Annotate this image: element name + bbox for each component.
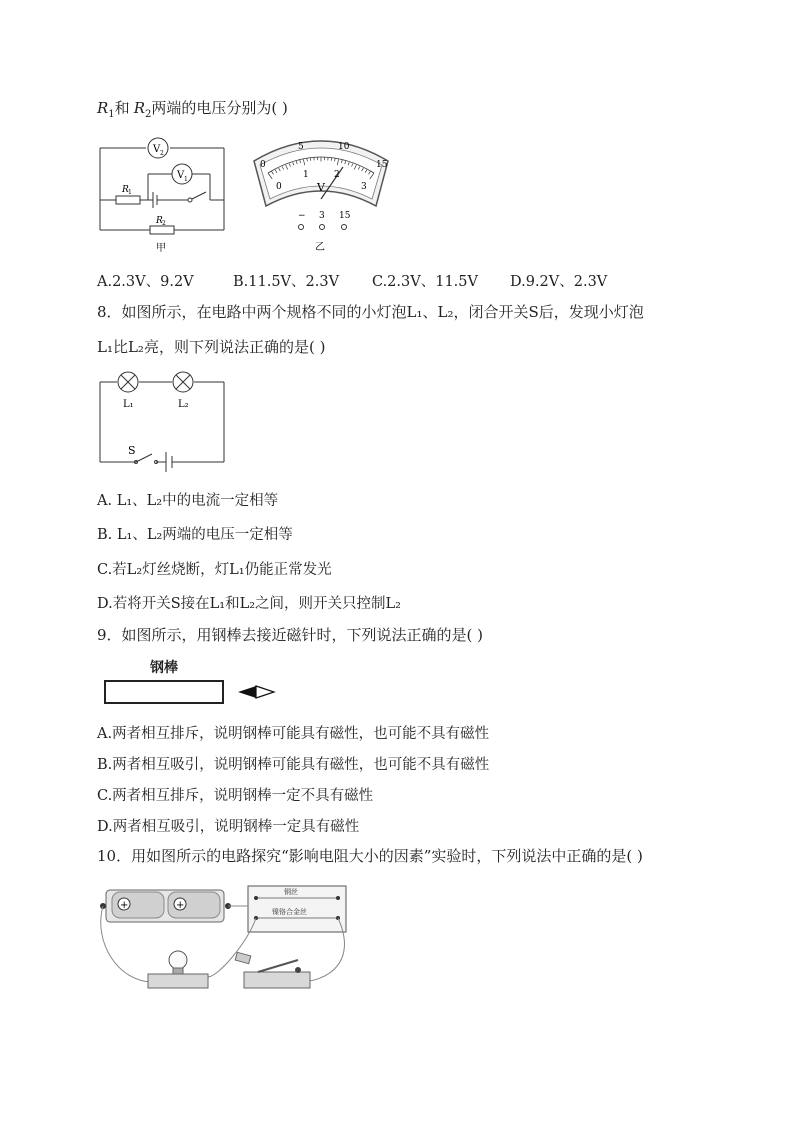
q7-option-b: B.11.5V、2.3V: [233, 274, 340, 290]
fig-yi-caption: 乙: [315, 242, 325, 253]
v1-sub: 1: [184, 176, 188, 183]
q9-stem: 9．如图所示，用钢棒去接近磁针时，下列说法正确的是( ): [97, 626, 484, 644]
v1-label: V: [177, 170, 185, 181]
terminal-3: 3: [319, 211, 325, 221]
copper-wire-label: 铜丝: [284, 888, 298, 896]
v2-label: V: [153, 144, 161, 155]
q7-stem: [97, 98, 288, 125]
q7-voltmeter-dial: [246, 131, 396, 251]
dial-unit: V: [317, 181, 325, 194]
r2-label-sub: 2: [162, 220, 166, 227]
q8-stem-line1: 8．如图所示，在电路中两个规格不同的小灯泡L₁、L₂，闭合开关S后，发现小灯泡: [97, 303, 644, 321]
q9-option-d: D.两者相互吸引，说明钢棒一定具有磁性: [97, 819, 360, 835]
dial-top-10: 10: [338, 142, 350, 152]
battery-plus-icon-1: +: [120, 900, 129, 911]
dial-top-15: 15: [376, 160, 388, 170]
steel-rod: [104, 680, 224, 704]
q8-option-a: A. L₁、L₂中的电流一定相等: [97, 493, 279, 509]
q7-option-a: A.2.3V、9.2V: [97, 274, 194, 290]
q9-option-c: C.两者相互排斥，说明钢棒一定不具有磁性: [97, 788, 374, 804]
r1-symbol: R: [97, 99, 109, 117]
lamp-l2-label: L₂: [178, 399, 189, 410]
dial-bottom-3: 3: [361, 182, 367, 192]
terminal-neg: −: [298, 211, 306, 221]
v2-sub: 2: [160, 150, 164, 157]
dial-bottom-0: 0: [276, 182, 282, 192]
magnetic-needle-icon: [236, 684, 276, 700]
q8-option-c: C.若L₂灯丝烧断，灯L₁仍能正常发光: [97, 562, 332, 578]
bulb-holder: [148, 974, 208, 988]
r2-resistor: [150, 226, 174, 234]
steel-rod-label: 钢棒: [150, 660, 178, 676]
dial-top-0: 0: [260, 160, 266, 170]
q7-stem-and: 和: [114, 99, 130, 117]
r2-symbol: R: [133, 99, 145, 117]
q7-option-d: D.9.2V、2.3V: [510, 274, 608, 290]
q8-option-b: B. L₁、L₂两端的电压一定相等: [97, 527, 293, 543]
q7-stem-text: 两端的电压分别为( ): [151, 99, 288, 117]
q10-stem: 10．用如图所示的电路探究“影响电阻大小的因素”实验时，下列说法中正确的是( ): [97, 847, 643, 865]
r1-subscript: 1: [108, 109, 115, 120]
terminal-neg-post: [299, 225, 304, 230]
dial-bottom-1: 1: [303, 170, 309, 180]
r1-label-sub: 1: [128, 189, 132, 196]
knife-switch: [244, 972, 310, 988]
switch-s-label: S: [128, 444, 136, 457]
q7-circuit-diagram: [98, 134, 228, 254]
lamp-l1: [118, 372, 138, 392]
lamp-l2: [173, 372, 193, 392]
terminal-3-post: [320, 225, 325, 230]
r2-label: R: [156, 216, 163, 226]
battery-plus-icon-2: +: [176, 900, 185, 911]
fig-jia-caption: 甲: [156, 243, 166, 254]
terminal-15: 15: [339, 211, 351, 221]
dial-bottom-2: 2: [334, 170, 340, 180]
q8-stem-line2: L₁比L₂亮，则下列说法正确的是( ): [97, 338, 326, 356]
q8-option-d: D.若将开关S接在L₁和L₂之间，则开关只控制L₂: [97, 596, 401, 612]
r1-resistor: [116, 196, 140, 204]
r2-subscript: 2: [144, 109, 152, 120]
q9-option-b: B.两者相互吸引，说明钢棒可能具有磁性，也可能不具有磁性: [97, 757, 490, 773]
dial-top-5: 5: [298, 142, 304, 152]
q9-option-a: A.两者相互排斥，说明钢棒可能具有磁性，也可能不具有磁性: [97, 726, 490, 742]
bulb-icon: [169, 951, 187, 969]
nichrome-wire-label: 镍铬合金丝: [272, 908, 307, 916]
q10-experiment-apparatus: [98, 882, 358, 1002]
q8-circuit-diagram: [98, 370, 230, 470]
r1-label: R: [122, 185, 129, 195]
q7-option-c: C.2.3V、11.5V: [372, 274, 478, 290]
lamp-l1-label: L₁: [123, 399, 134, 410]
terminal-15-post: [342, 225, 347, 230]
